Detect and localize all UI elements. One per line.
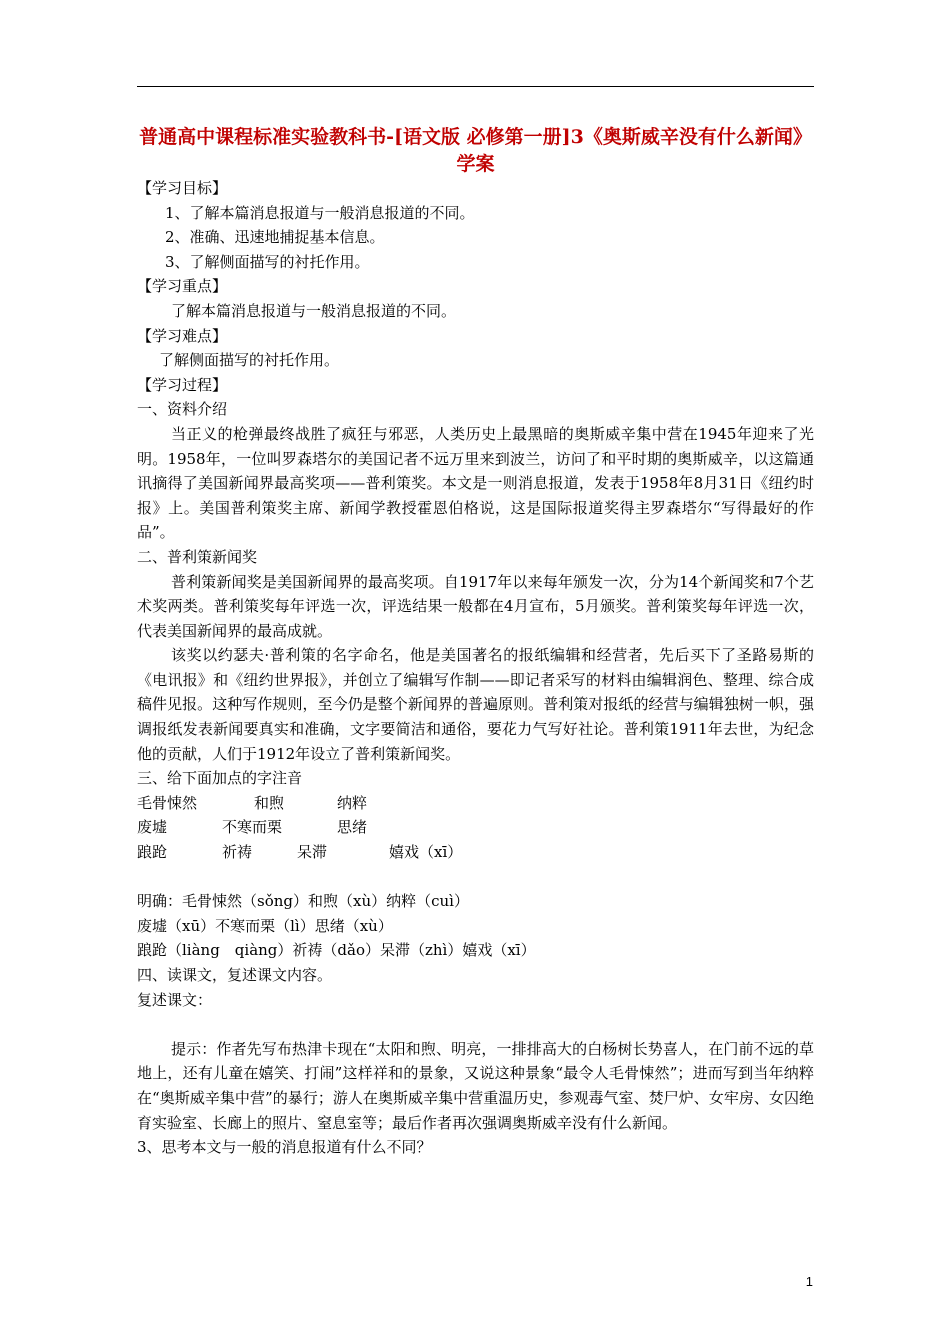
goal-item: 2、准确、迅速地捕捉基本信息。 xyxy=(165,228,385,247)
page-number: 1 xyxy=(805,1274,813,1289)
key-text: 了解本篇消息报道与一般消息报道的不同。 xyxy=(171,301,457,320)
word-item: 思绪 xyxy=(337,818,368,837)
word-item: 嬉戏（xī） xyxy=(389,843,463,862)
word-item: 呆滞 xyxy=(297,843,328,862)
goal-item: 3、了解侧面描写的衬托作用。 xyxy=(165,252,370,271)
answer-line: 踉跄（liàng qiàng）祈祷（dǎo）呆滞（zhì）嬉戏（xī） xyxy=(137,941,536,960)
section-1-paragraph: 当正义的枪弹最终战胜了疯狂与邪恶，人类历史上最黑暗的奥斯威辛集中营在1945年迎来了光明。1958年，一位叫罗森塔尔的美国记者不远万里来到波兰，访问了和平时期的奥斯威辛，以这篇通讯摘得了美国新闻界最高奖项——普利策奖。本文是一则消息报道，发表于1958年8月31日《纽约时报》上。美国普利策奖主席、新闻学教授霍恩伯格说，这是国际报道奖得主罗森塔尔“写得最好的作品”。 xyxy=(137,424,814,542)
document-body xyxy=(137,176,814,1160)
word-row xyxy=(137,840,814,865)
section-2-paragraph-2: 该奖以约瑟夫·普利策的名字命名，他是美国著名的报纸编辑和经营者，先后买下了圣路易斯的《电讯报》和《纽约世界报》，并创立了编辑写作制——即记者采写的材料由编辑润色、整理、综合成稿件见报。这种写作规则，至今仍是整个新闻界的普遍原则。普利策对报纸的经营与编辑独树一帜，强调报纸发表新闻要真实和准确，文字要简洁和通俗，要花力气写好社论。普利策1911年去世，为纪念他的贡献，人们于1912年设立了普利策新闻奖。 xyxy=(137,646,814,763)
section-2-heading: 二、普利策新闻奖 xyxy=(137,547,258,566)
section-1-heading: 一、资料介绍 xyxy=(137,400,228,419)
question-3: 3、思考本文与一般的消息报道有什么不同？ xyxy=(137,1138,432,1157)
answer-line: 废墟（xū）不寒而栗（lì）思绪（xù） xyxy=(137,916,393,935)
word-item: 踉跄 xyxy=(137,843,168,862)
header-rule xyxy=(137,86,814,87)
document-title: 普通高中课程标准实验教科书-[语文版 必修第一册]3《奥斯威辛没有什么新闻》学案 xyxy=(139,126,812,175)
section-4-heading: 四、读课文，复述课文内容。 xyxy=(137,966,333,984)
difficulty-text: 了解侧面描写的衬托作用。 xyxy=(159,351,340,370)
retell-label: 复述课文： xyxy=(137,990,213,1009)
word-item: 废墟 xyxy=(137,818,168,837)
word-item: 毛骨悚然 xyxy=(137,793,198,812)
blank-line xyxy=(137,1012,814,1037)
goal-item: 1、了解本篇消息报道与一般消息报道的不同。 xyxy=(165,203,475,222)
word-row xyxy=(137,815,814,840)
hint-paragraph: 提示：作者先写布热津卡现在“太阳和煦、明亮，一排排高大的白杨树长势喜人，在门前不远的草地上，还有儿童在嬉笑、打闹”这样祥和的景象，又说这种景象“最令人毛骨悚然”；进而写到当年纳粹在“奥斯威辛集中营”的暴行；游人在奥斯威辛集中营重温历史，参观毒气室、焚尸炉、女牢房、女囚绝育实验室、长廊上的照片、窒息室等；最后作者再次强调奥斯威辛没有什么新闻。 xyxy=(137,1039,814,1132)
word-item: 纳粹 xyxy=(337,793,368,812)
word-item: 不寒而栗 xyxy=(222,818,283,837)
blank-line xyxy=(137,865,814,890)
word-row xyxy=(137,791,814,816)
answer-line: 明确：毛骨悚然（sǒng）和煦（xù）纳粹（cuì） xyxy=(137,892,469,911)
process-header: 【学习过程】 xyxy=(137,375,228,394)
section-2-paragraph-1: 普利策新闻奖是美国新闻界的最高奖项。自1917年以来每年颁发一次，分为14个新闻奖和7个艺术奖两类。普利策奖每年评选一次，评选结果一般都在4月宣布，5月颁奖。普利策奖每年评选一次，代表美国新闻界的最高成就。 xyxy=(137,572,814,640)
word-item: 和煦 xyxy=(254,793,285,812)
difficulty-header: 【学习难点】 xyxy=(137,326,228,345)
key-header: 【学习重点】 xyxy=(137,277,228,296)
section-3-heading: 三、给下面加点的字注音 xyxy=(137,769,303,788)
word-item: 祈祷 xyxy=(222,843,253,862)
goals-header: 【学习目标】 xyxy=(137,179,228,197)
